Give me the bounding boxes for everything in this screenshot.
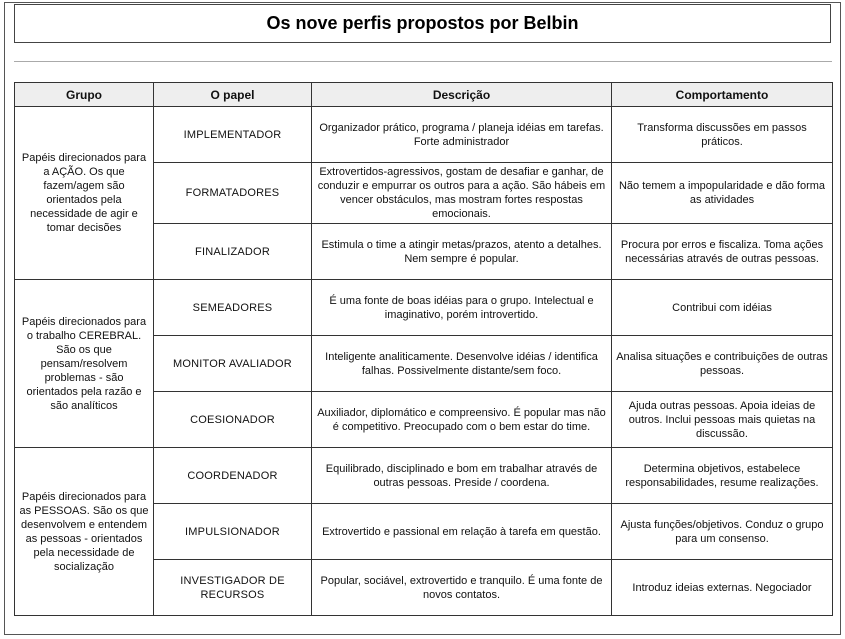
role-description: Organizador prático, programa / planeja idéias em tarefas. Forte administrador xyxy=(312,107,612,163)
role-behavior: Contribui com idéias xyxy=(612,280,833,336)
role-name: IMPLEMENTADOR xyxy=(154,107,312,163)
divider xyxy=(14,61,832,62)
role-description: É uma fonte de boas idéias para o grupo. Intelectual e imaginativo, porém introvertido. xyxy=(312,280,612,336)
role-name: SEMEADORES xyxy=(154,280,312,336)
document-frame xyxy=(4,2,841,635)
page-title: Os nove perfis propostos por Belbin xyxy=(266,13,579,33)
role-name: INVESTIGADOR DE RECURSOS xyxy=(154,560,312,616)
title-box xyxy=(14,4,831,43)
role-description: Extrovertido e passional em relação à tarefa em questão. xyxy=(312,504,612,560)
table-row xyxy=(15,280,833,336)
role-description: Extrovertidos-agressivos, gostam de desafiar e ganhar, de conduzir e empurrar os outros para a ação. São hábeis em vencer obstáculos, mas mostram fortes respostas emocionais. xyxy=(312,163,612,224)
role-description: Estimula o time a atingir metas/prazos, atento a detalhes. Nem sempre é popular. xyxy=(312,224,612,280)
role-name: FINALIZADOR xyxy=(154,224,312,280)
role-description: Equilibrado, disciplinado e bom em trabalhar através de outras pessoas. Preside / coordena. xyxy=(312,448,612,504)
role-behavior: Procura por erros e fiscaliza. Toma ações necessárias através de outras pessoas. xyxy=(612,224,833,280)
role-name: COORDENADOR xyxy=(154,448,312,504)
header-row xyxy=(15,83,833,107)
table-row xyxy=(15,107,833,163)
role-name: FORMATADORES xyxy=(154,163,312,224)
role-behavior: Não temem a impopularidade e dão forma as atividades xyxy=(612,163,833,224)
role-name: IMPULSIONADOR xyxy=(154,504,312,560)
role-behavior: Ajuda outras pessoas. Apoia ideias de outros. Inclui pessoas mais quietas na discussão. xyxy=(612,392,833,448)
role-behavior: Ajusta funções/objetivos. Conduz o grupo para um consenso. xyxy=(612,504,833,560)
role-name: COESIONADOR xyxy=(154,392,312,448)
table-row xyxy=(15,448,833,504)
role-name: MONITOR AVALIADOR xyxy=(154,336,312,392)
role-behavior: Introduz ideias externas. Negociador xyxy=(612,560,833,616)
role-behavior: Determina objetivos, estabelece responsabilidades, resume realizações. xyxy=(612,448,833,504)
role-behavior: Analisa situações e contribuições de outras pessoas. xyxy=(612,336,833,392)
belbin-table xyxy=(14,82,833,616)
role-behavior: Transforma discussões em passos práticos. xyxy=(612,107,833,163)
header-group: Grupo xyxy=(15,83,154,107)
role-description: Popular, sociável, extrovertido e tranquilo. É uma fonte de novos contatos. xyxy=(312,560,612,616)
group-people: Papéis direcionados para as PESSOAS. São os que desenvolvem e entendem as pessoas - orientados pela necessidade de socialização xyxy=(15,448,154,616)
group-action: Papéis direcionados para a AÇÃO. Os que fazem/agem são orientados pela necessidade de agir e tomar decisões xyxy=(15,107,154,280)
role-description: Auxiliador, diplomático e compreensivo. É popular mas não é competitivo. Preocupado com o bem estar do time. xyxy=(312,392,612,448)
header-description: Descrição xyxy=(312,83,612,107)
header-role: O papel xyxy=(154,83,312,107)
role-description: Inteligente analiticamente. Desenvolve idéias / identifica falhas. Possivelmente distante/sem foco. xyxy=(312,336,612,392)
group-cerebral: Papéis direcionados para o trabalho CEREBRAL. São os que pensam/resolvem problemas - são orientados pela razão e são analíticos xyxy=(15,280,154,448)
header-behavior: Comportamento xyxy=(612,83,833,107)
